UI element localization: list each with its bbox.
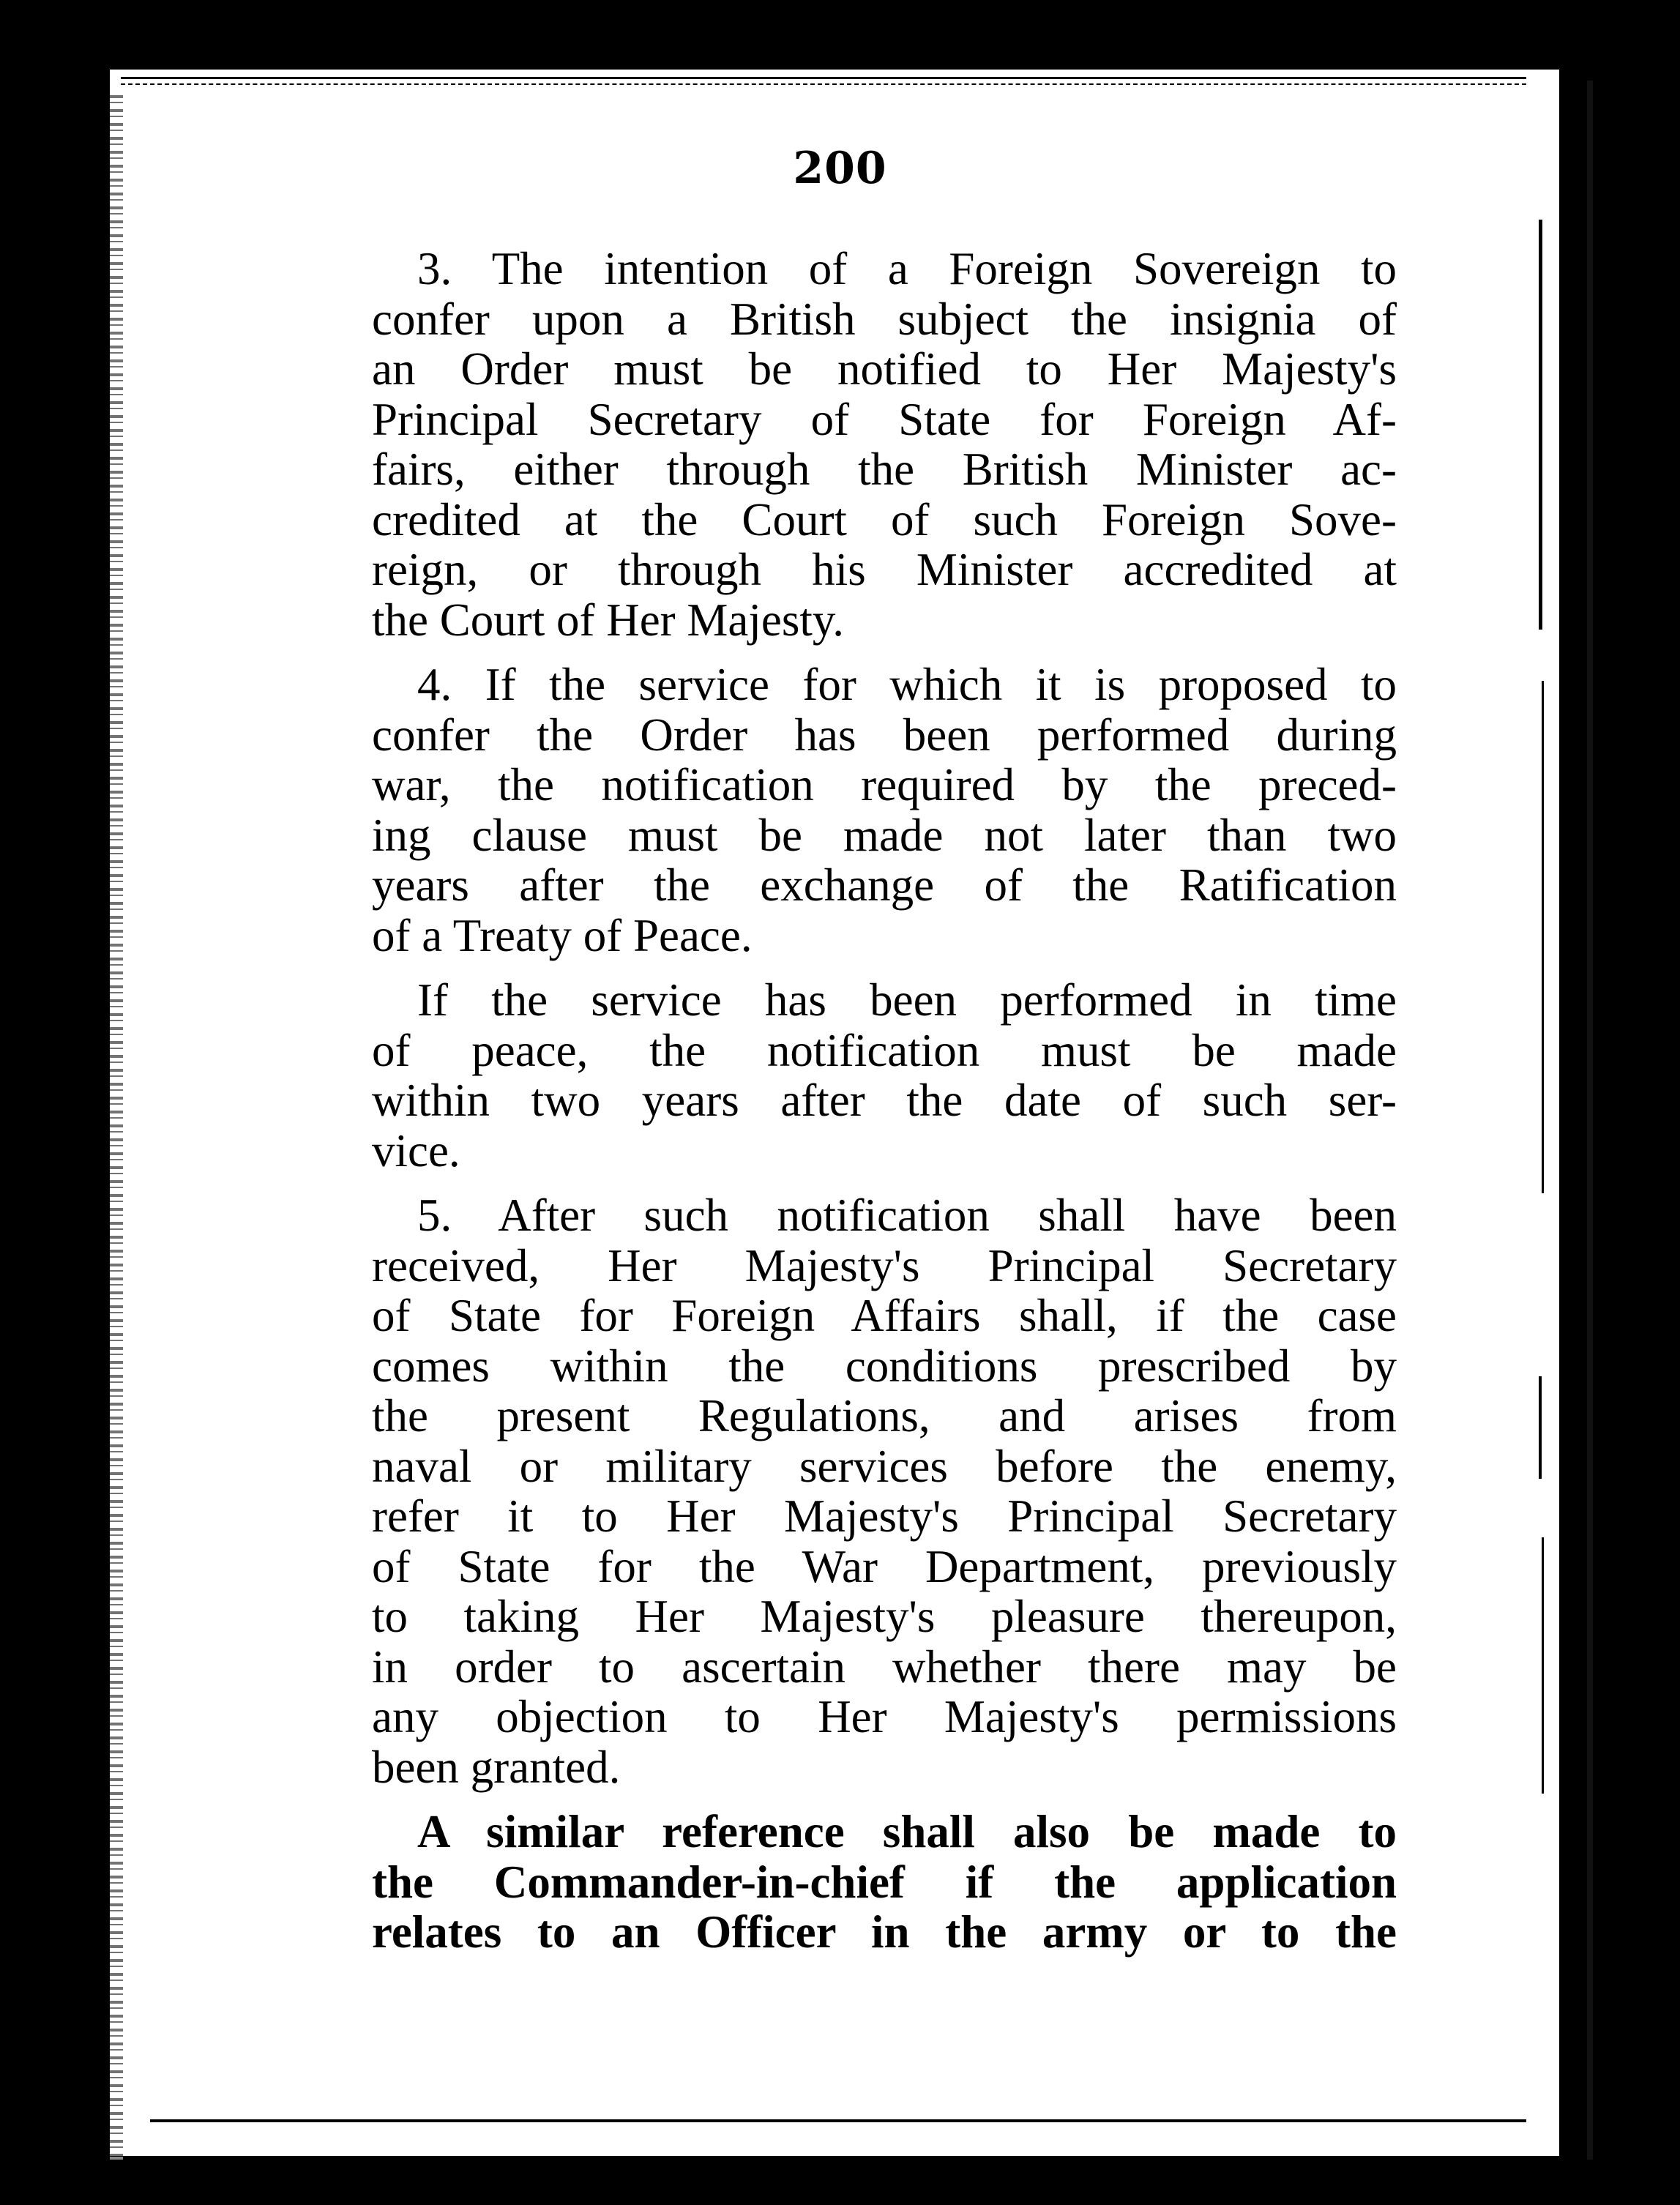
text-line: comes within the conditions prescribed by [372, 1340, 1397, 1392]
text-line: ing clause must be made not later than two [372, 809, 1397, 861]
page-edge-top [121, 77, 1526, 85]
text-line: credited at the Court of such Foreign Sove- [372, 493, 1397, 545]
text-line: years after the exchange of the Ratification [372, 859, 1397, 911]
page-gutter-right [1587, 81, 1593, 2160]
text-line: If the service has been performed in time [417, 974, 1397, 1026]
text-line: vice. [372, 1124, 460, 1176]
text-line: refer it to Her Majesty's Principal Secretary [372, 1490, 1397, 1542]
text-line: war, the notification required by the preced- [372, 759, 1397, 810]
text-line: any objection to Her Majesty's permissions [372, 1691, 1397, 1742]
margin-rule [1539, 220, 1542, 630]
text-line: naval or military services before the enemy, [372, 1440, 1397, 1492]
paragraph [372, 660, 1397, 960]
text-line: the Commander-in-chief if the application [372, 1856, 1397, 1908]
paragraph [372, 975, 1397, 1176]
margin-rule [1542, 1537, 1544, 1794]
paragraph [372, 1807, 1397, 1958]
text-line: 3. The intention of a Foreign Sovereign to [417, 243, 1397, 294]
text-line: reign, or through his Minister accredited at [372, 544, 1397, 595]
text-line: fairs, either through the British Minister ac- [372, 444, 1397, 495]
text-line: been granted. [372, 1741, 621, 1793]
text-line: A similar reference shall also be made to [417, 1806, 1397, 1857]
paragraph [372, 244, 1397, 645]
text-line: 5. After such notification shall have been [417, 1190, 1397, 1241]
page-edge-left [110, 95, 123, 2160]
page-edge-bottom [150, 2119, 1526, 2122]
text-line: confer upon a British subject the insignia of [372, 293, 1397, 345]
text-line: the Court of Her Majesty. [372, 594, 845, 646]
text-line: an Order must be notified to Her Majesty's [372, 343, 1397, 395]
paragraph [372, 1190, 1397, 1792]
margin-rule [1539, 1376, 1542, 1479]
text-line: within two years after the date of such ser- [372, 1075, 1397, 1126]
text-line: to taking Her Majesty's pleasure thereupon, [372, 1591, 1397, 1642]
text-line: relates to an Officer in the army or to the [372, 1906, 1397, 1958]
text-line: the present Regulations, and arises from [372, 1390, 1397, 1441]
text-line: Principal Secretary of State for Foreign Af- [372, 393, 1397, 445]
text-line: in order to ascertain whether there may be [372, 1641, 1397, 1693]
body-text [372, 244, 1397, 1972]
text-line: of State for Foreign Affairs shall, if the case [372, 1290, 1397, 1341]
text-line: confer the Order has been performed during [372, 709, 1397, 761]
text-line: of peace, the notification must be made [372, 1024, 1397, 1076]
margin-rule [1542, 681, 1544, 1193]
text-line: of State for the War Department, previously [372, 1540, 1397, 1592]
text-line: 4. If the service for which it is proposed to [417, 659, 1397, 710]
page-number: 200 [793, 143, 887, 194]
text-line: of a Treaty of Peace. [372, 909, 753, 961]
text-line: received, Her Majesty's Principal Secretary [372, 1239, 1397, 1291]
